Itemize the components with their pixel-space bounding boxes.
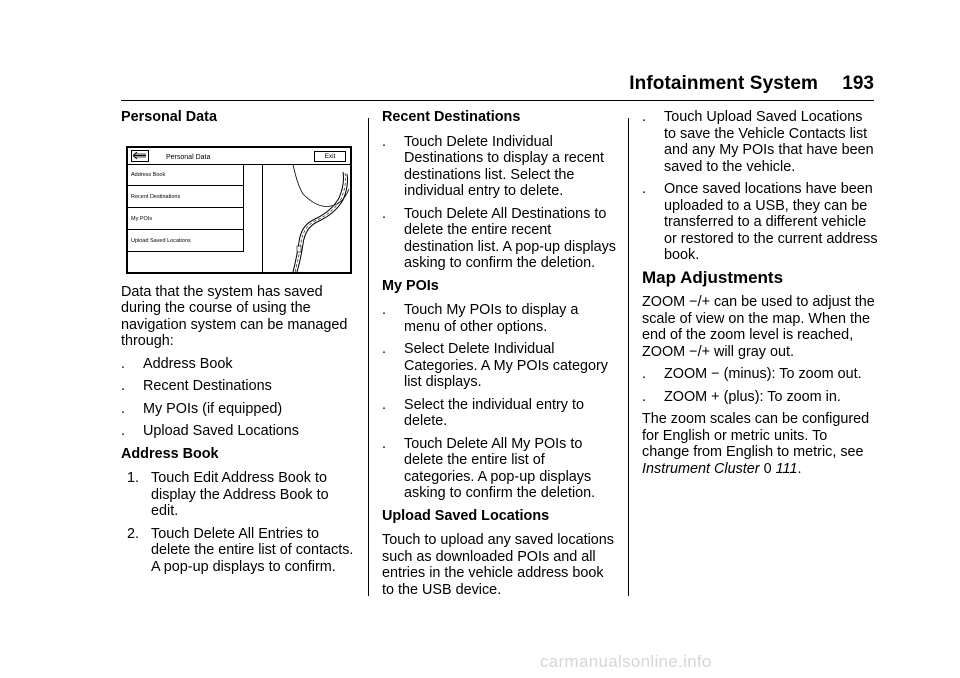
figure-header [128,148,350,165]
page-ref-symbol: 0 [763,460,772,477]
list-item: . Select Delete Individual Categories. A My POIs category list displays. [382,341,608,390]
cross-reference-link[interactable]: Instrument Cluster [642,460,760,477]
list-item: . Once saved locations have been uploaded to a USB, they can be transferred to a different vehicle or restored to the current address book. [642,181,878,263]
column-1 [121,109,357,581]
header-divider [121,100,874,101]
page-number: 193 [842,73,874,94]
map-road-lines [263,164,351,272]
figure-title: Personal Data [166,153,211,161]
zoom-paragraph: The zoom scales can be configured for English or metric units. To change from English to metric, see Instrument Cluster 0 111. [642,411,870,477]
watermark: carmanualsonline.info [540,652,712,671]
figure-map-area [262,164,351,272]
back-arrow-icon [131,150,149,162]
figure-menu-item: Upload Saved Locations [128,230,244,252]
list-item: . Touch Delete All Destinations to delete the entire recent destination list. A pop-up displays asking to confirm the deletion. [382,205,616,271]
figure-menu-item: My POIs [128,208,244,230]
cross-reference-page[interactable]: 111 [775,460,798,477]
section-heading-upload-saved-locations: Upload Saved Locations [382,507,550,524]
list-item: . Touch Delete All My POIs to delete the entire list of categories. A pop-up displays asking to confirm the deletion. [382,435,596,501]
numbered-step: 2. Touch Delete All Entries to delete the entire list of contacts. A pop-up displays to confirm. [127,525,354,575]
column-3 [642,109,878,483]
section-heading-map-adjustments: Map Adjustments [642,267,784,287]
list-item: . Upload Saved Locations [121,423,300,439]
section-heading-recent-destinations: Recent Destinations [382,109,521,125]
list-item: . My POIs (if equipped) [121,400,283,417]
figure-menu-list [128,164,244,253]
upload-paragraph: Touch to upload any saved locations such as downloaded POIs and all entries in the vehicle address book to the USB device. [382,532,615,598]
list-item: . Select the individual entry to delete. [382,396,584,429]
figure-exit-button: Exit [314,151,346,162]
section-heading-address-book: Address Book [121,445,219,462]
list-item: . ZOOM + (plus): To zoom in. [642,388,841,405]
section-heading-personal-data: Personal Data [121,109,217,125]
page-header-title: Infotainment System [629,73,818,94]
list-item: . Touch My POIs to display a menu of other options. [382,302,579,335]
list-item: . ZOOM − (minus): To zoom out. [642,366,862,382]
list-item: . Recent Destinations [121,378,272,394]
list-item: . Address Book [121,355,233,372]
numbered-step: 1. Touch Edit Address Book to display the Address Book to edit. [127,470,329,519]
list-item: . Touch Delete Individual Destinations to display a recent destinations list. Select the individual entry to delete. [382,133,604,199]
figure-menu-item: Address Book [128,164,244,186]
figure-menu-item: Recent Destinations [128,186,244,208]
personal-data-screen-figure [126,146,352,274]
list-item: . Touch Upload Saved Locations to save the Vehicle Contacts list and any My POIs that have been saved to the vehicle. [642,109,874,175]
section-heading-my-pois: My POIs [382,277,439,294]
column-2 [382,109,618,604]
column-divider-2 [628,118,629,596]
map-paragraph: ZOOM −/+ can be used to adjust the scale of view on the map. When the end of the zoom level is reached, ZOOM −/+ will gray out. [642,294,875,360]
intro-paragraph: Data that the system has saved during the course of using the navigation system can be managed through: [121,283,348,349]
column-divider-1 [368,118,369,596]
